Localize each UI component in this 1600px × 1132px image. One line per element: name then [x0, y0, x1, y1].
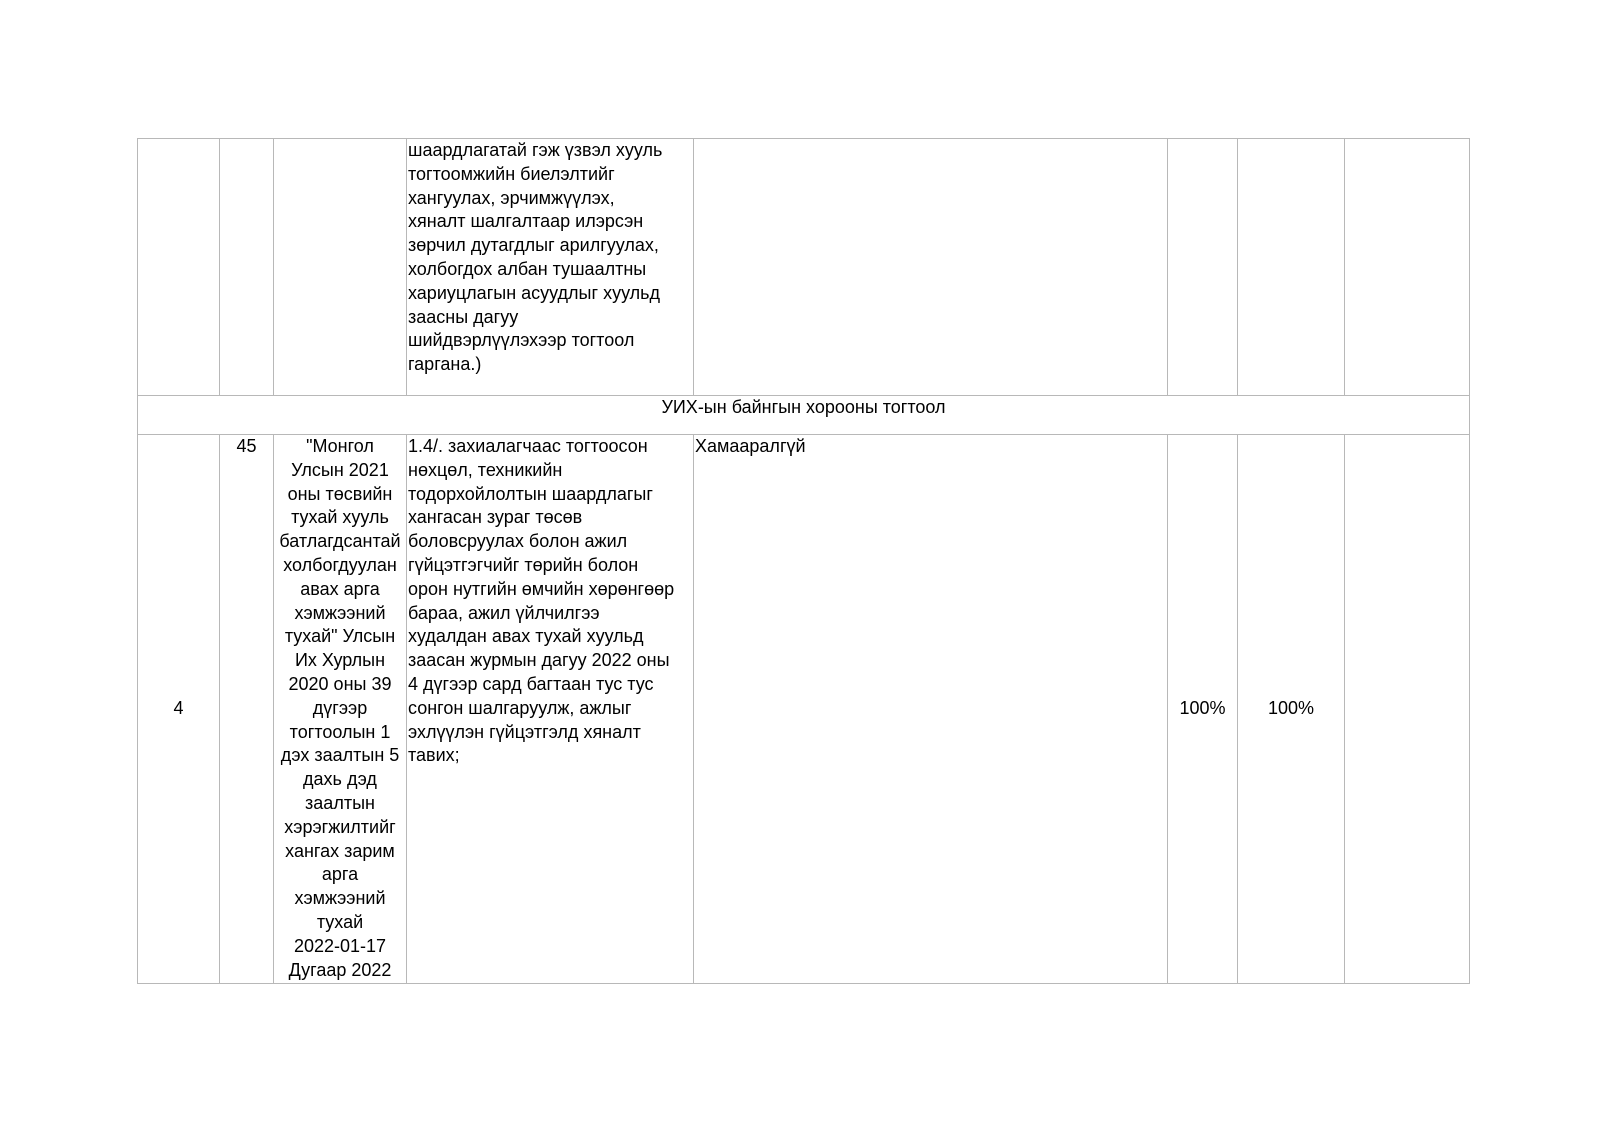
cell-percent-b	[1238, 139, 1345, 396]
table-row-section-heading	[138, 396, 1470, 435]
cell-task-text: шаардлагатай гэж үзвэл хууль тогтоомжийн биелэлтийг хангуулах, эрчимжүүлэх, хяналт шалгалтаар илэрсэн зөрчил дутагдлыг арилгуулах, холбогдох албан тушаалтны хариуцлагын асуудлыг хуульд заасны дагуу шийдвэрлүүлэхээр тогтоол гаргана.)	[407, 139, 694, 396]
resolution-table	[137, 138, 1470, 984]
table-row-continuation	[138, 139, 1470, 396]
cell-index	[220, 139, 274, 396]
cell-index: 45	[220, 435, 274, 984]
cell-note	[1345, 139, 1470, 396]
cell-status	[694, 139, 1168, 396]
cell-number	[138, 139, 220, 396]
cell-percent-a: 100%	[1168, 435, 1238, 984]
cell-status: Хамааралгүй	[694, 435, 1168, 984]
cell-note	[1345, 435, 1470, 984]
cell-task-text: 1.4/. захиалагчаас тогтоосон нөхцөл, техникийн тодорхойлолтын шаардлагыг хангасан зураг төсөв боловсруулах болон ажил гүйцэтгэгчийг төрийн болон орон нутгийн өмчийн хөрөнгөөр бараа, ажил үйлчилгээ худалдан авах тухай хуульд заасан журмын дагуу 2022 оны 4 дүгээр сард багтаан тус тус сонгон шалгаруулж, ажлыг эхлүүлэн гүйцэтгэлд хяналт тавих;	[407, 435, 694, 984]
cell-number: 4	[138, 435, 220, 984]
table-row	[138, 435, 1470, 984]
cell-resolution	[274, 139, 407, 396]
cell-percent-a	[1168, 139, 1238, 396]
cell-percent-b: 100%	[1238, 435, 1345, 984]
section-heading: УИХ-ын байнгын хорооны тогтоол	[138, 396, 1470, 435]
cell-resolution: "Монгол Улсын 2021 оны төсвийн тухай хууль батлагдсантай холбогдуулан авах арга хэмжээний тухай" Улсын Их Хурлын 2020 оны 39 дүгээр тогтоолын 1 дэх заалтын 5 дахь дэд заалтын хэрэгжилтийг хангах зарим арга хэмжээний тухай 2022-01-17 Дугаар 2022	[274, 435, 407, 984]
